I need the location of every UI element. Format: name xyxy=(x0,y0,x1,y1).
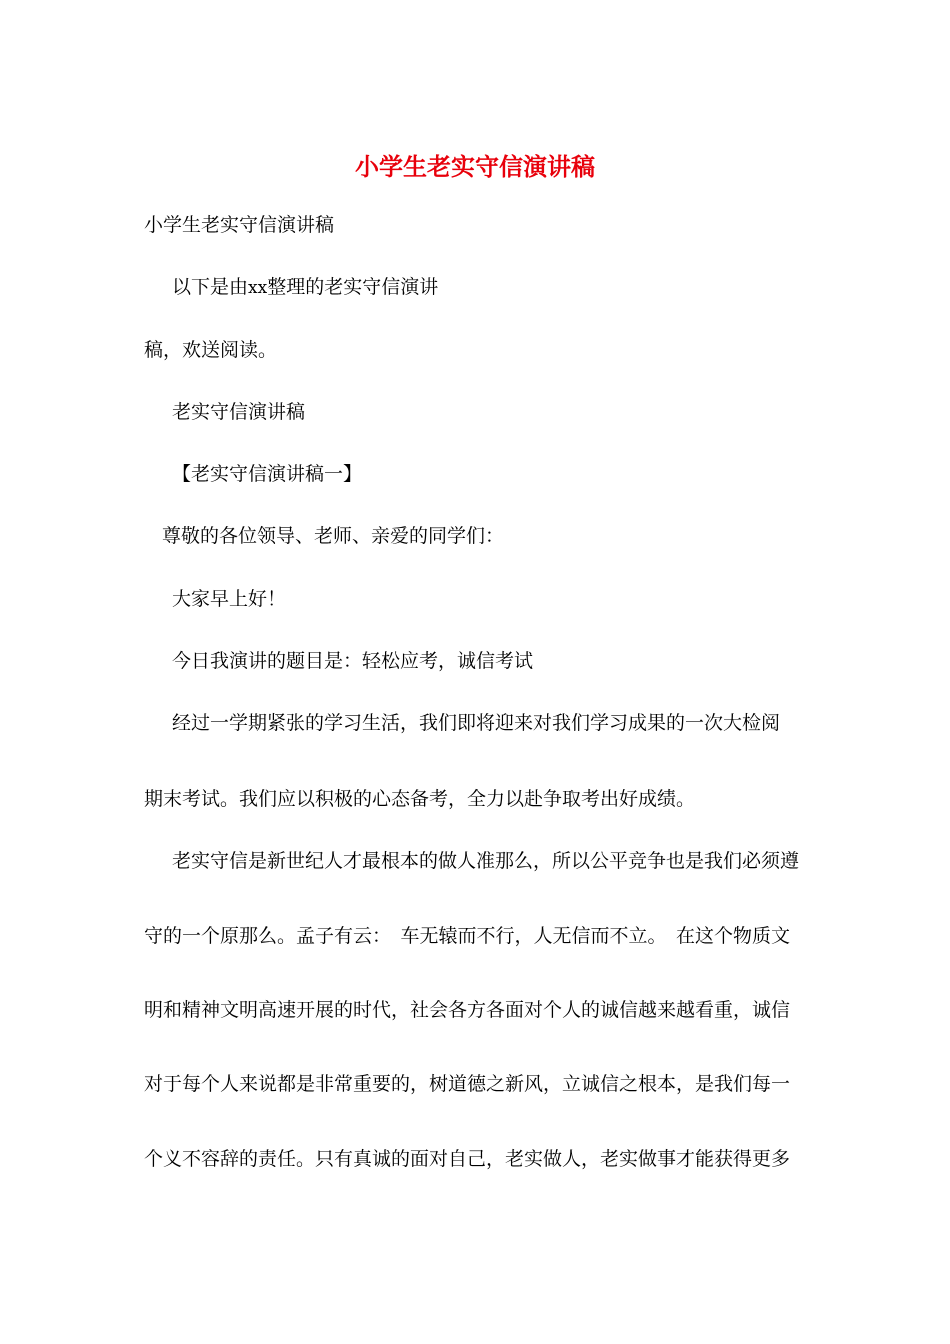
paragraph-2-line-4: 对于每个人来说都是非常重要的，树道德之新风，立诚信之根本，是我们每一 xyxy=(144,1073,791,1095)
greeting: 大家早上好！ xyxy=(172,588,287,610)
paragraph-1-line-2: 期末考试。我们应以积极的心态备考，全力以赴争取考出好成绩。 xyxy=(144,788,696,810)
subtitle: 小学生老实守信演讲稿 xyxy=(144,214,335,236)
paragraph-2-line-5: 个义不容辞的责任。只有真诚的面对自己，老实做人，老实做事才能获得更多 xyxy=(144,1148,791,1170)
intro-line-2: 稿，欢送阅读。 xyxy=(144,339,278,361)
paragraph-2-line-2: 守的一个原那么。孟子有云： 车无辕而不行，人无信而不立。 在这个物质文 xyxy=(144,925,791,947)
heading-2: 【老实守信演讲稿一】 xyxy=(172,463,363,485)
intro-line-1 xyxy=(172,273,438,302)
paragraph-2-line-3: 明和精神文明高速开展的时代，社会各方各面对个人的诚信越来越看重，诚信 xyxy=(144,999,791,1021)
paragraph-2-line-1: 老实守信是新世纪人才最根本的做人准那么，所以公平竞争也是我们必须遵 xyxy=(172,850,800,872)
paragraph-1-line-1: 经过一学期紧张的学习生活，我们即将迎来对我们学习成果的一次大检阅 xyxy=(172,712,781,734)
topic: 今日我演讲的题目是：轻松应考，诚信考试 xyxy=(172,650,534,672)
salutation: 尊敬的各位领导、老师、亲爱的同学们： xyxy=(162,525,505,547)
intro-text-xx: xx xyxy=(248,278,268,298)
intro-text-after: 整理的老实守信演讲 xyxy=(267,276,439,298)
heading-1: 老实守信演讲稿 xyxy=(172,401,306,423)
intro-text-before: 以下是由 xyxy=(172,276,249,298)
document-title: 小学生老实守信演讲稿 xyxy=(355,152,595,181)
